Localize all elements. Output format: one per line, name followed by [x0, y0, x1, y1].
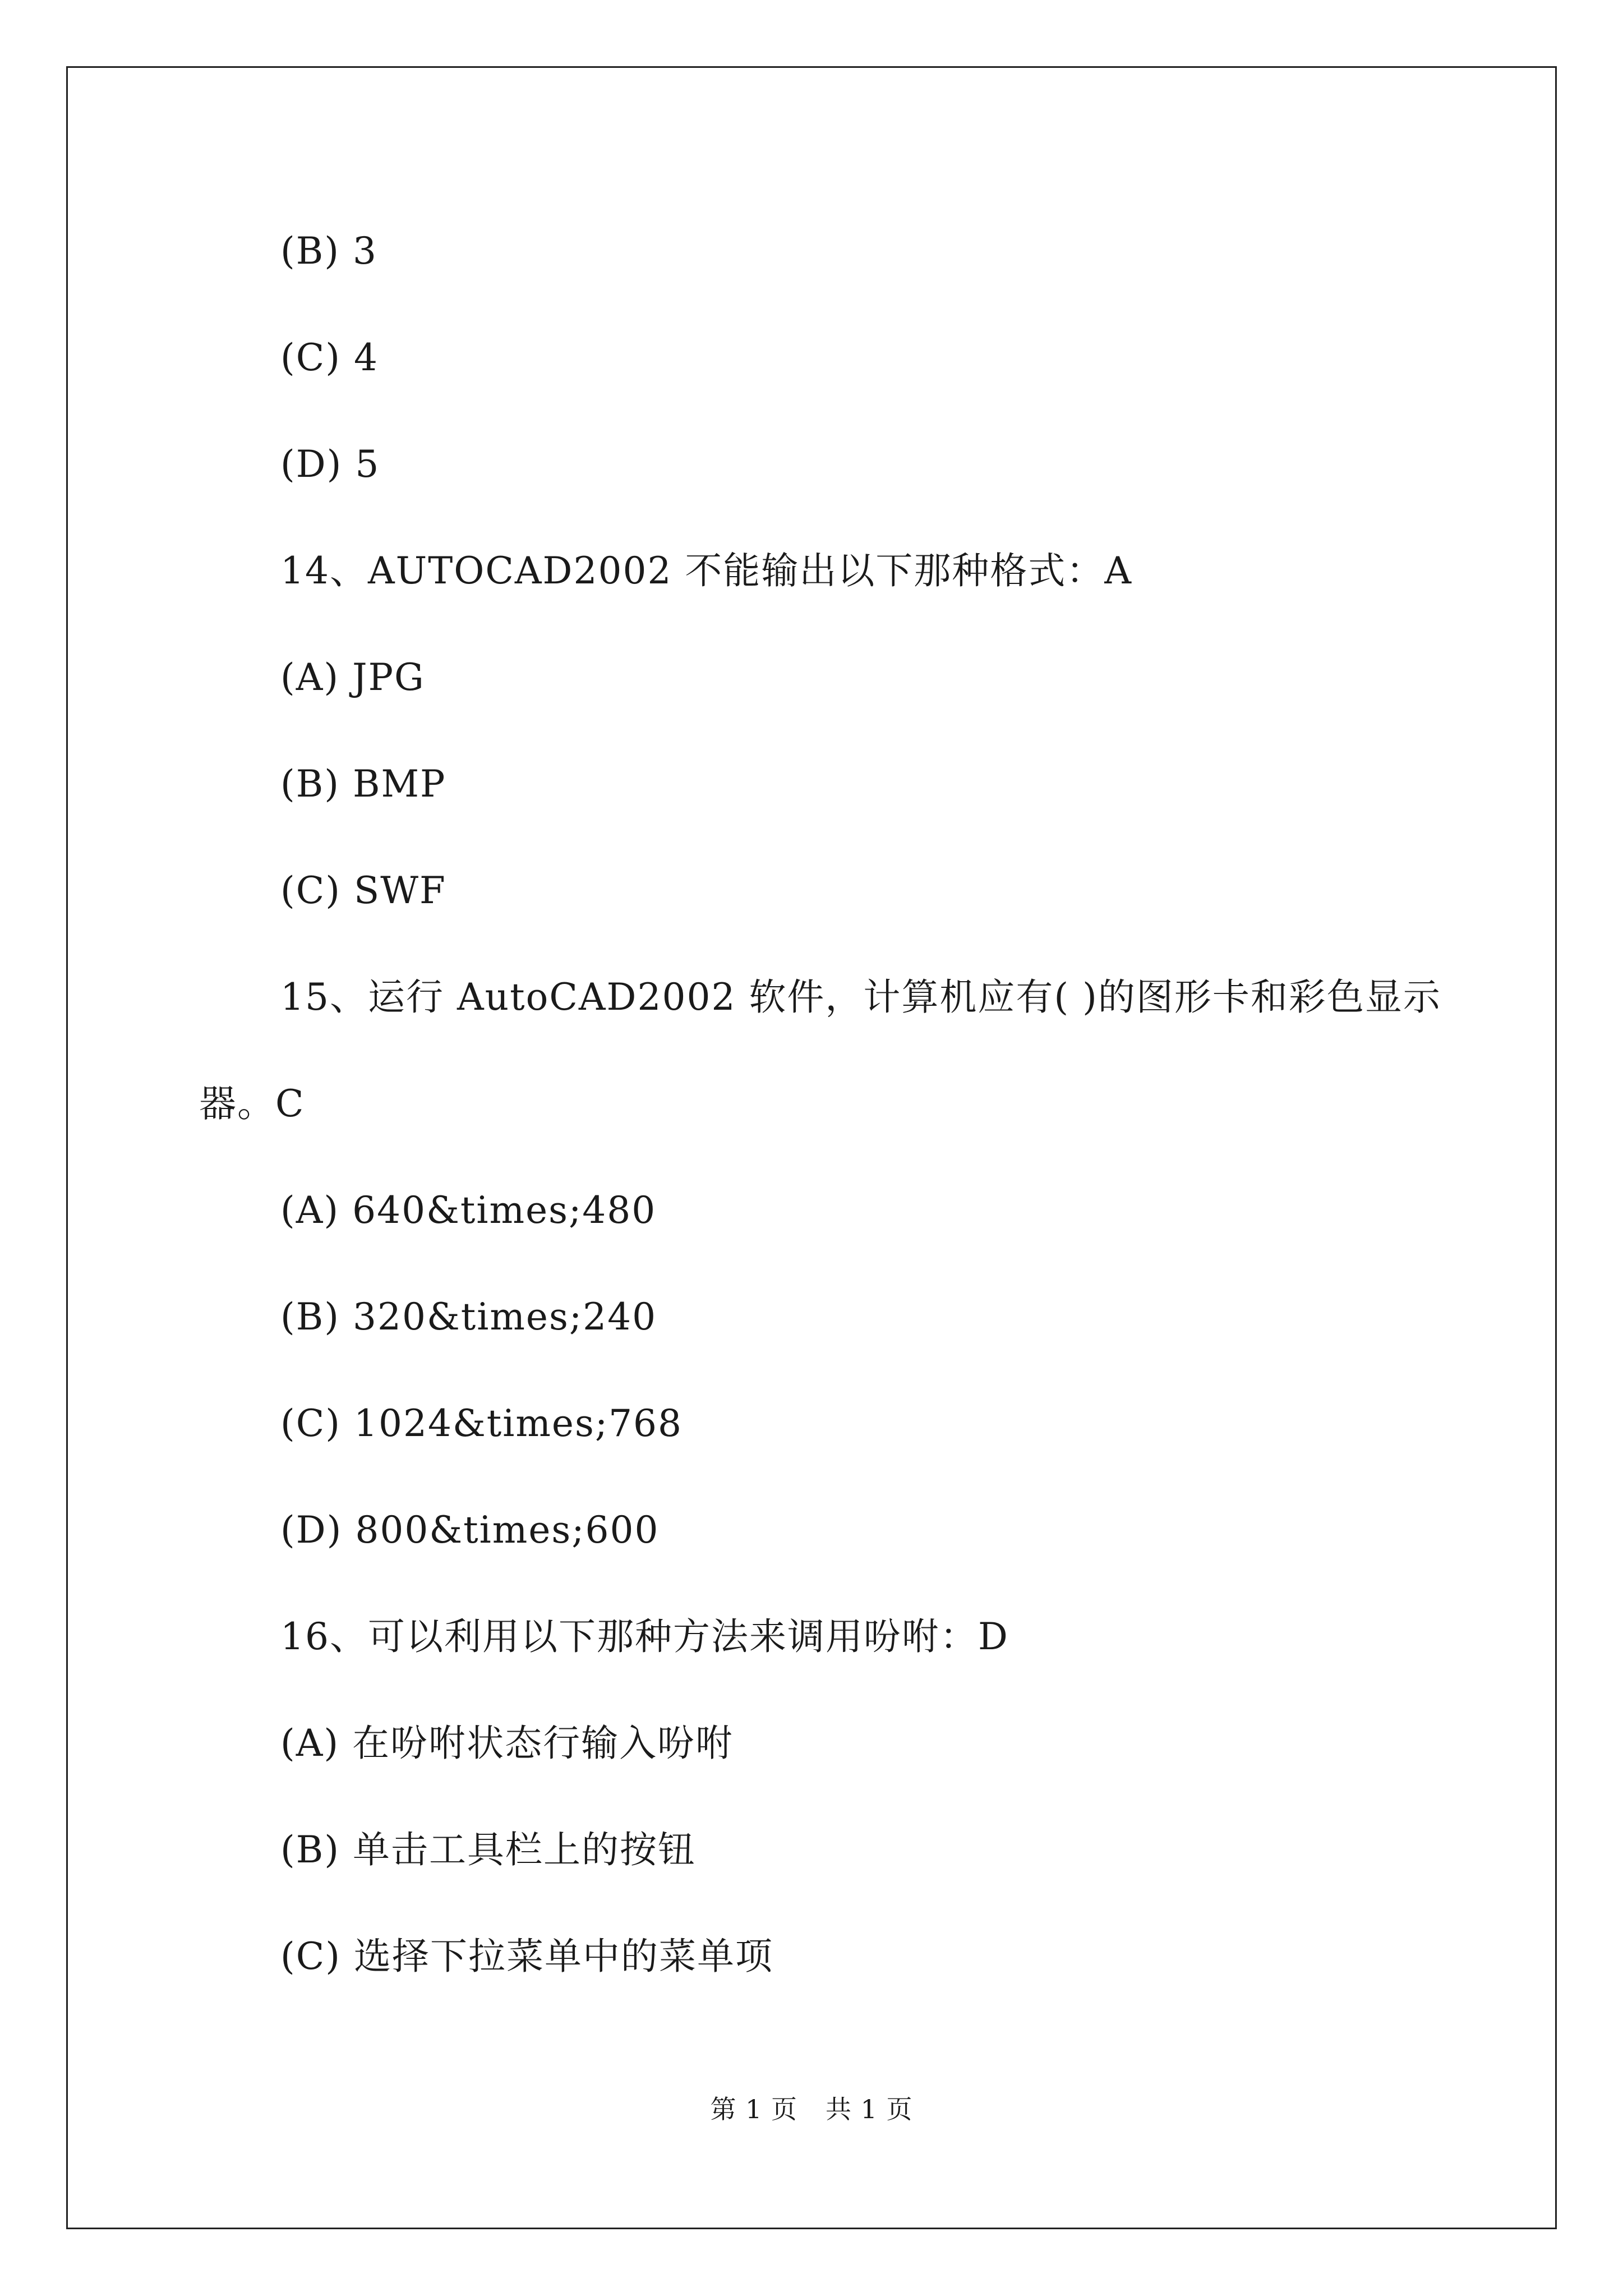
q13-option-c: (C) 4: [280, 336, 379, 379]
q15-option-d: (D) 800&times;600: [280, 1508, 660, 1552]
question-15: 15、运行 AutoCAD2002 软件，计算机应有( )的图形卡和彩色显示: [280, 976, 1441, 1019]
page-footer: [0, 2092, 1623, 2126]
q15-option-c: (C) 1024&times;768: [280, 1402, 683, 1445]
q13-option-d: (D) 5: [280, 443, 380, 486]
q14-option-a: (A) JPG: [280, 656, 425, 699]
page-number-current: 第 1 页: [710, 2094, 797, 2124]
q15-option-a: (A) 640&times;480: [280, 1189, 657, 1232]
question-14: 14、AUTOCAD2002 不能输出以下那种格式：A: [280, 549, 1133, 592]
q16-option-b: (B) 单击工具栏上的按钮: [280, 1828, 696, 1871]
question-16: 16、可以利用以下那种方法来调用吩咐：D: [280, 1615, 1009, 1658]
question-15-continued: 器。C: [199, 1082, 305, 1125]
page-border: [66, 66, 1557, 2229]
page-number-total: 共 1 页: [826, 2094, 913, 2124]
q16-option-c: (C) 选择下拉菜单中的菜单项: [280, 1935, 773, 1978]
q13-option-b: (B) 3: [280, 229, 377, 273]
q14-option-c: (C) SWF: [280, 869, 446, 912]
q14-option-b: (B) BMP: [280, 762, 446, 806]
q16-option-a: (A) 在吩咐状态行输入吩咐: [280, 1722, 734, 1765]
q15-option-b: (B) 320&times;240: [280, 1295, 657, 1338]
